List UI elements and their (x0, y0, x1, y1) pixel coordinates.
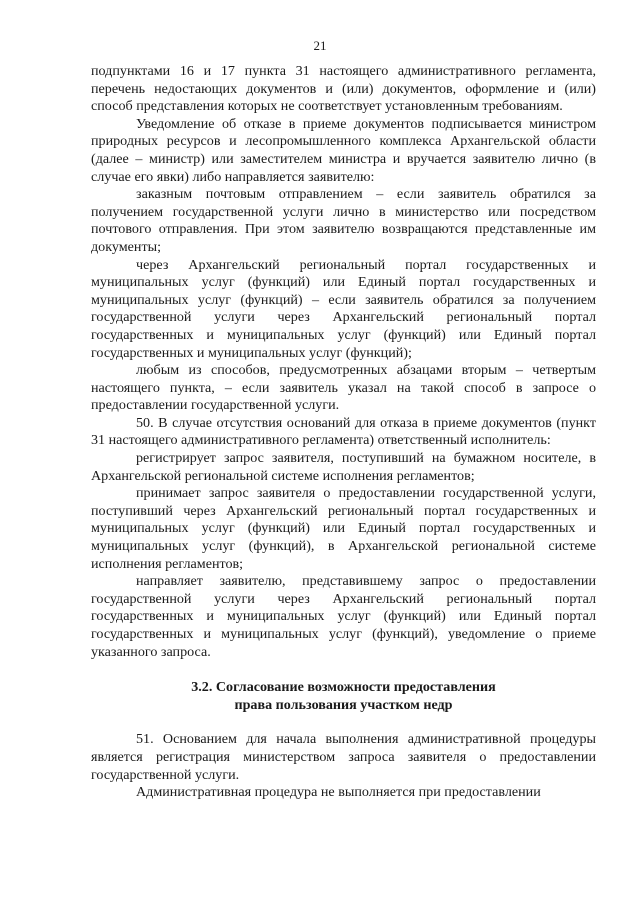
paragraph: Административная процедура не выполняется при предоставлении (136, 784, 541, 801)
section-heading-line-2: права пользования участком недр (234, 696, 453, 713)
paragraph: через Архангельский региональный портал государственных и муниципальных услуг (функций) или Единый портал государственных и муниципальных услуг (функций) – если заявитель обратился за получением государственной услуги через Архангельский региональный портал государственных и муниципальных услуг (функций) или Единый портал государственных и муниципальных услуг (функций); (91, 256, 596, 361)
paragraph: 50. В случае отсутствия оснований для отказа в приеме документов (пункт 31 настоящего административного регламента) ответственный исполнитель: (91, 414, 596, 449)
page-number: 21 (313, 38, 327, 53)
paragraph: 51. Основанием для начала выполнения административной процедуры является регистрация министерством запроса заявителя о предоставлении государственной услуги. (91, 731, 596, 783)
section-heading-line-1: 3.2. Согласование возможности предоставления (191, 679, 496, 696)
page-body (91, 63, 596, 802)
paragraphs-after-heading (91, 731, 596, 801)
paragraph: регистрирует запрос заявителя, поступивший на бумажном носителе, в Архангельской региональной системе исполнения регламентов; (91, 450, 596, 484)
paragraph: подпунктами 16 и 17 пункта 31 настоящего административного регламента, перечень недостающих документов и (или) документов, оформление и (или) способ представления которых не соответствует установленным требованиям. (91, 63, 596, 115)
paragraph: принимает запрос заявителя о предоставлении государственной услуги, поступивший через Архангельский региональный портал государственных и муниципальных услуг (функций) или Единый портал государственных и муниципальных услуг (функций), в Архангельской региональной системе исполнения регламентов; (91, 485, 596, 572)
section-heading (91, 679, 596, 714)
paragraph: Уведомление об отказе в приеме документов подписывается министром природных ресурсов и лесопромышленного комплекса Архангельской области (далее – министр) или заместителем министра и вручается заявителю лично (в случае его явки) либо направляется заявителю: (91, 115, 596, 185)
paragraph: заказным почтовым отправлением – если заявитель обратился за получением государственной услуги лично в министерство или посредством почтового отправления. При этом заявителю возвращаются представленные им документы; (91, 186, 596, 255)
paragraphs-before-heading (91, 63, 596, 661)
paragraph: направляет заявителю, представившему запрос о предоставлении государственной услуги через Архангельский региональный портал государственных и муниципальных услуг (функций) или Единый портал государственных и муниципальных услуг (функций), уведомление о приеме указанного запроса. (91, 573, 596, 660)
paragraph: любым из способов, предусмотренных абзацами вторым – четвертым настоящего пункта, – если заявитель указал на такой способ в запросе о предоставлении государственной услуги. (91, 362, 596, 414)
